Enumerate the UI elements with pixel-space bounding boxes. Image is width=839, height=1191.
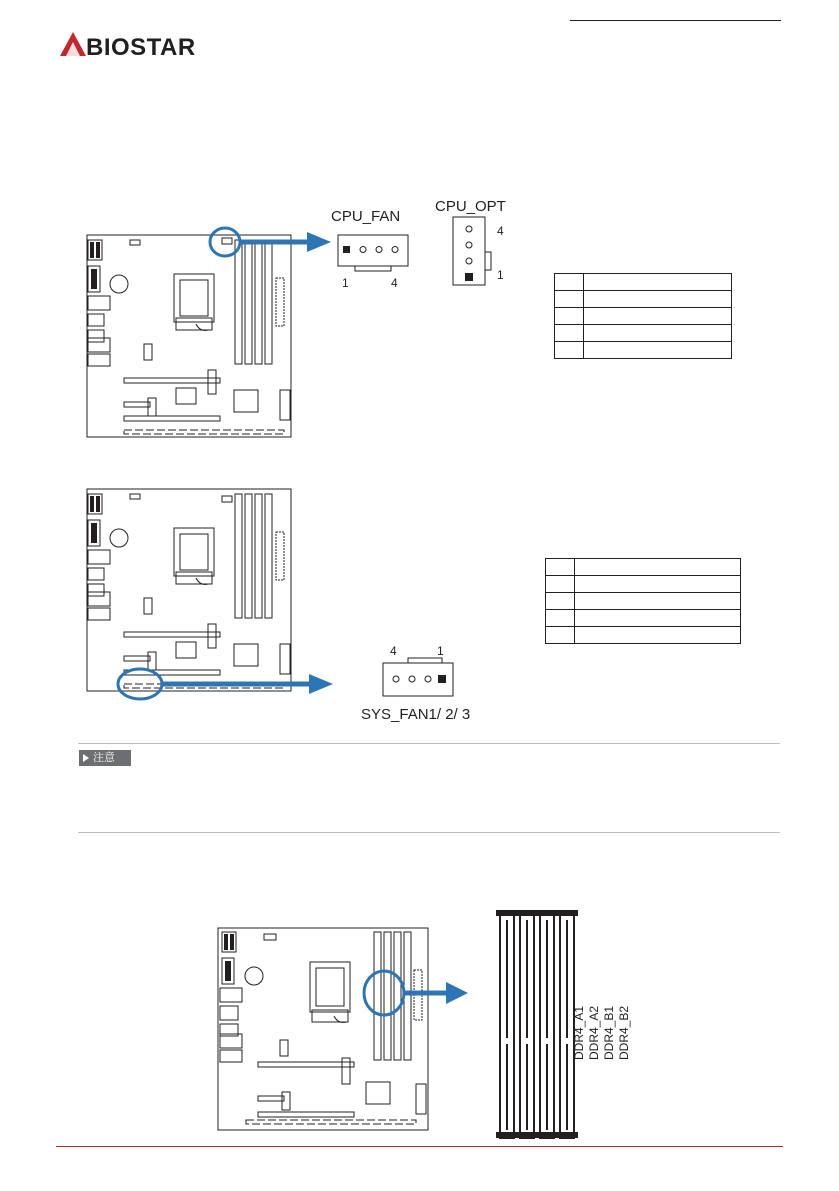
motherboard-diagram-3: [216, 924, 438, 1136]
biostar-logo-icon: [58, 30, 88, 60]
cpu-opt-pin-4: 4: [497, 224, 504, 238]
sys-fan-title: SYS_FAN1/ 2/ 3: [361, 706, 471, 723]
cpu-fan-pin-4: 4: [391, 276, 398, 290]
header-rule: [570, 20, 781, 21]
footer-rule: [56, 1146, 783, 1147]
table-row: [555, 342, 732, 359]
ddr4-label-a2: DDR4_A2: [587, 1005, 601, 1060]
note-tag: [79, 750, 131, 766]
ddr4-slot-labels: [572, 1006, 632, 1060]
sys-fan-connector: [382, 657, 456, 699]
ddr4-label-b2: DDR4_B2: [617, 1005, 631, 1060]
cpu-fan-callout: [205, 224, 335, 264]
table-row: [546, 610, 741, 627]
ddr4-label-b1: DDR4_B1: [602, 1005, 616, 1060]
memory-callout: [362, 966, 472, 1020]
sys-fan-pin-1: 1: [437, 644, 444, 658]
cpu-fan-connector: [337, 234, 409, 272]
note-arrow-icon: [83, 754, 89, 762]
note-bottom-rule: [78, 832, 780, 833]
cpu-opt-connector: [452, 216, 494, 288]
note-tag-label: 注意: [93, 751, 115, 764]
cpu-fan-pin-table: [554, 273, 732, 359]
table-row: [546, 627, 741, 644]
ddr4-label-a1: DDR4_A1: [572, 1005, 586, 1060]
table-row: [546, 559, 741, 576]
ddr4-slots-diagram: [494, 910, 578, 1142]
table-row: [555, 291, 732, 308]
table-row: [546, 576, 741, 593]
table-row: [555, 325, 732, 342]
cpu-fan-title: CPU_FAN: [331, 208, 401, 225]
table-row: [546, 593, 741, 610]
table-row: [555, 308, 732, 325]
brand-logo-text: BIOSTAR: [86, 34, 196, 61]
ddr4-slot-a2: [516, 910, 538, 1138]
cpu-opt-title: CPU_OPT: [435, 198, 506, 215]
sys-fan-callout: [115, 666, 337, 706]
sys-fan-pin-table: [545, 558, 741, 644]
ddr4-slot-b1: [536, 910, 558, 1138]
ddr4-slot-a1: [496, 910, 518, 1138]
table-row: [555, 274, 732, 291]
sys-fan-pin-4: 4: [390, 644, 397, 658]
motherboard-diagram-2: [84, 486, 294, 694]
cpu-opt-pin-1: 1: [497, 268, 504, 282]
note-top-rule: [78, 743, 780, 744]
cpu-fan-pin-1: 1: [342, 276, 349, 290]
